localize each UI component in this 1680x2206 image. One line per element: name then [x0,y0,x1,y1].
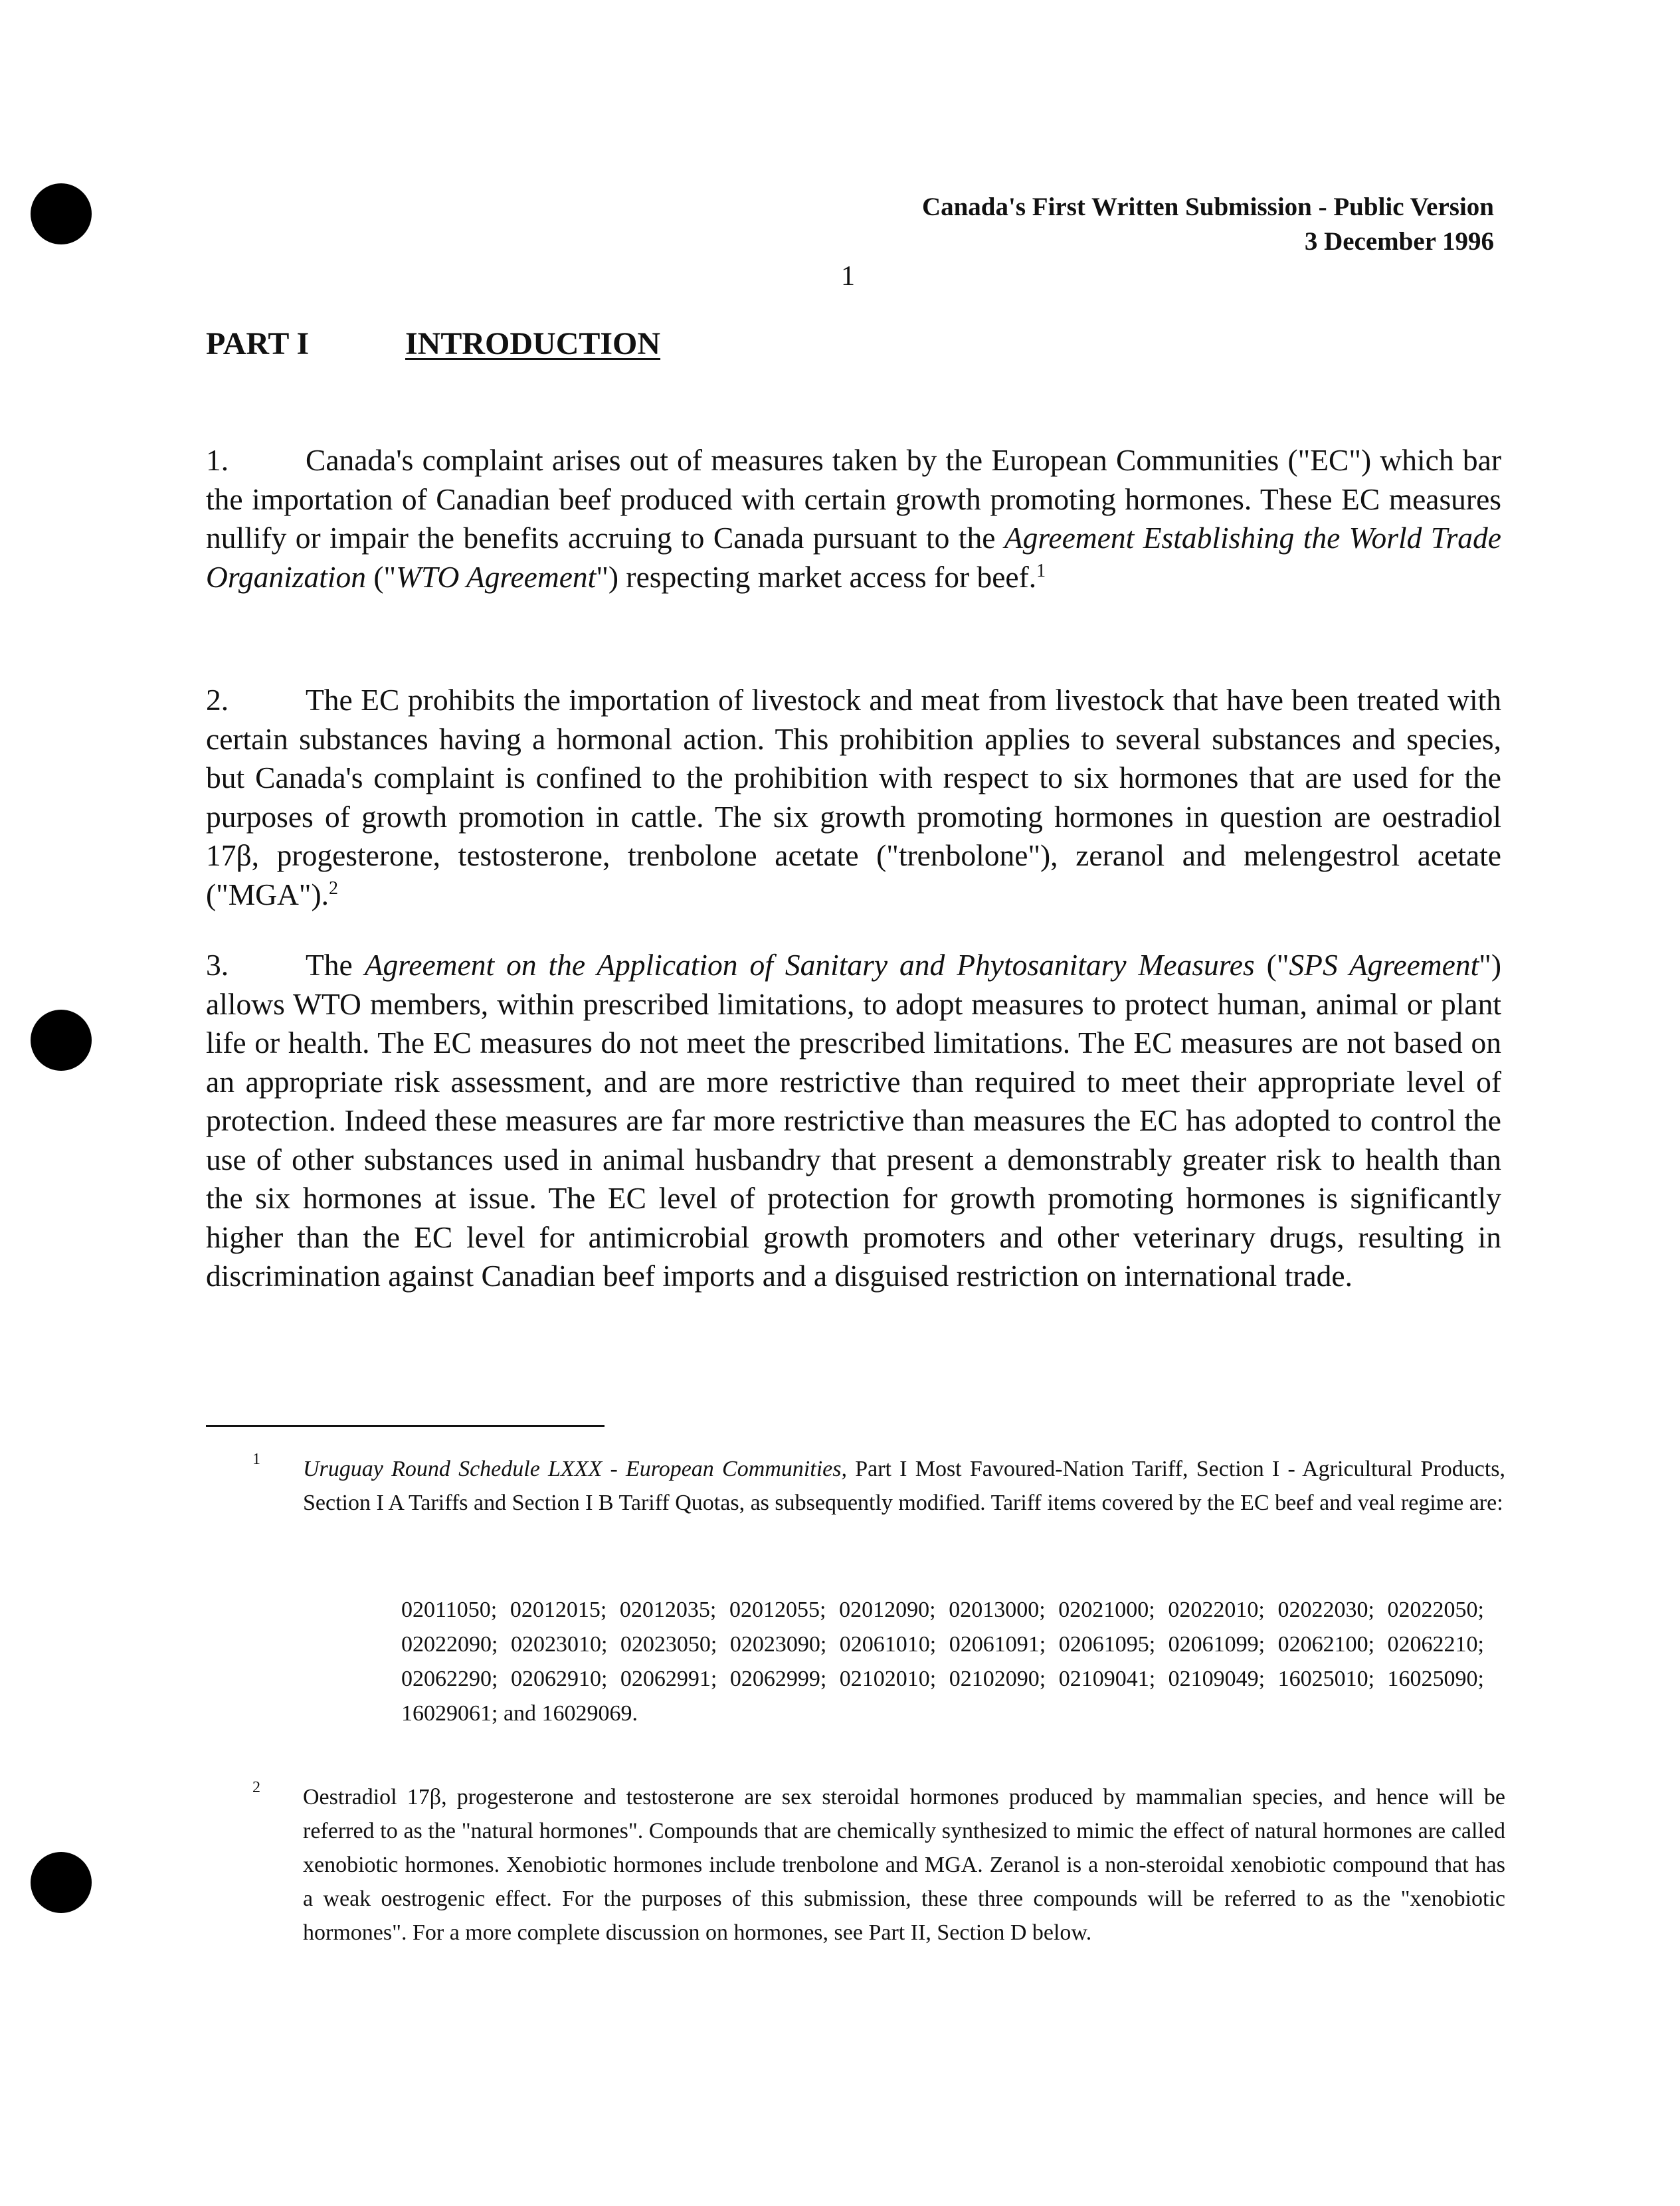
schedule-title: Uruguay Round Schedule LXXX - European Communities, [303,1457,847,1481]
footnote-1 [303,1452,1505,1520]
section-heading [206,325,660,362]
agreement-title: Agreement on the Application of Sanitary and Phytosanitary Measures [364,948,1255,982]
paragraph-text: (" [1254,948,1289,982]
paragraph-text: ") allows WTO members, within prescribed limitations, to adopt measures to protect human, animal or plant life or health. The EC measures do not meet the prescribed limitations. The EC measures are not based on an appropriate risk assessment, and are more restrictive than required to meet their appropriate level of protection. Indeed these measures are far more restrictive than measures the EC has adopted to control the use of other substances used in animal husbandry that present a demonstrably greater risk to health than the six hormones at issue. The EC level of protection for growth promoting hormones is significantly higher than the EC level for antimicrobial growth promoters and other veterinary drugs, resulting in discrimination against Canadian beef imports and a disguised restriction on international trade. [206,948,1501,1293]
paragraph-text: ") respecting market access for beef. [596,559,1037,594]
paragraph-number: 1. [206,443,229,477]
footnote-2: Oestradiol 17β, progesterone and testosterone are sex steroidal hormones produced by mammalian species, and hence will be referred to as the "natural hormones". Compounds that are chemically synthesized to mimic the effect of natural hormones are called xenobiotic hormones. Xenobiotic hormones include trenbolone and MGA. Zeranol is a non-steroidal xenobiotic compound that has a weak oestrogenic effect. For the purposes of this submission, these three compounds will be referred to as the "xenobiotic hormones". For a more complete discussion on hormones, see Part II, Section D below. [303,1785,1505,1945]
agreement-title: Agreement Establishing the World Trade Organization [206,521,1501,594]
paragraph-number: 3. [206,948,229,982]
paragraph-number: 2. [206,683,229,717]
section-part-label: PART I [206,326,310,361]
page-number: 1 [841,261,855,292]
paragraph-text: The EC prohibits the importation of livestock and meat from livestock that have been treated with certain substances having a hormonal action. This prohibition applies to several substances and species, but Canada's complaint is confined to the prohibition with respect to six hormones that are used for the purposes of growth promotion in cattle. The six growth promoting hormones in question are oestradiol 17β, progesterone, testosterone, trenbolone acetate ("trenbolone"), zeranol and melengestrol acetate ("MGA"). [206,683,1501,911]
footnote-mark: 1 [252,1451,260,1468]
section-title: INTRODUCTION [405,326,661,361]
tariff-item-list: 02011050; 02012015; 02012035; 02012055; 02012090; 02013000; 02021000; 02022010; 02022030; 02022050; 02022090; 02023010; 02023050; 02023090; 02061010; 02061091; 02061095; 02061099; 02062100; 02062210; 02062290; 02062910; 02062991; 02062999; 02102010; 02102090; 02109041; 02109049; 16025010; 16025090; 16029061; and 16029069. [401,1598,1484,1726]
footnote-text: Part I Most Favoured-Nation Tariff, Section I - Agricultural Products, Section I A Tariffs and Section I B Tariff Quotas, as subsequently modified. Tariff items covered by the EC beef and veal regime are: [303,1457,1506,1515]
footnote-reference[interactable]: 2 [329,877,338,899]
paragraph-1 [206,441,1501,597]
paragraph-text: (" [366,559,397,594]
punch-hole [31,1010,92,1071]
punch-hole [31,183,92,244]
paragraph-3 [206,946,1501,1296]
agreement-short-title: SPS Agreement [1289,948,1479,982]
footnote-reference[interactable]: 1 [1036,560,1046,581]
footnote-divider [206,1425,605,1427]
paragraph-text: The [306,948,365,982]
paragraph-2 [206,681,1501,914]
agreement-short-title: WTO Agreement [396,559,597,594]
header-date: 3 December 1996 [1304,227,1494,256]
footnote-mark: 2 [252,1779,260,1796]
header-title: Canada's First Written Submission - Public Version [921,193,1494,221]
document-header [922,190,1494,259]
paragraph-text: Canada's complaint arises out of measures taken by the European Communities ("EC") which bar the importation of Canadian beef produced with certain growth promoting hormones. These EC measures nullify or impair the benefits accruing to Canada pursuant to the [206,443,1501,555]
punch-hole [31,1852,92,1913]
